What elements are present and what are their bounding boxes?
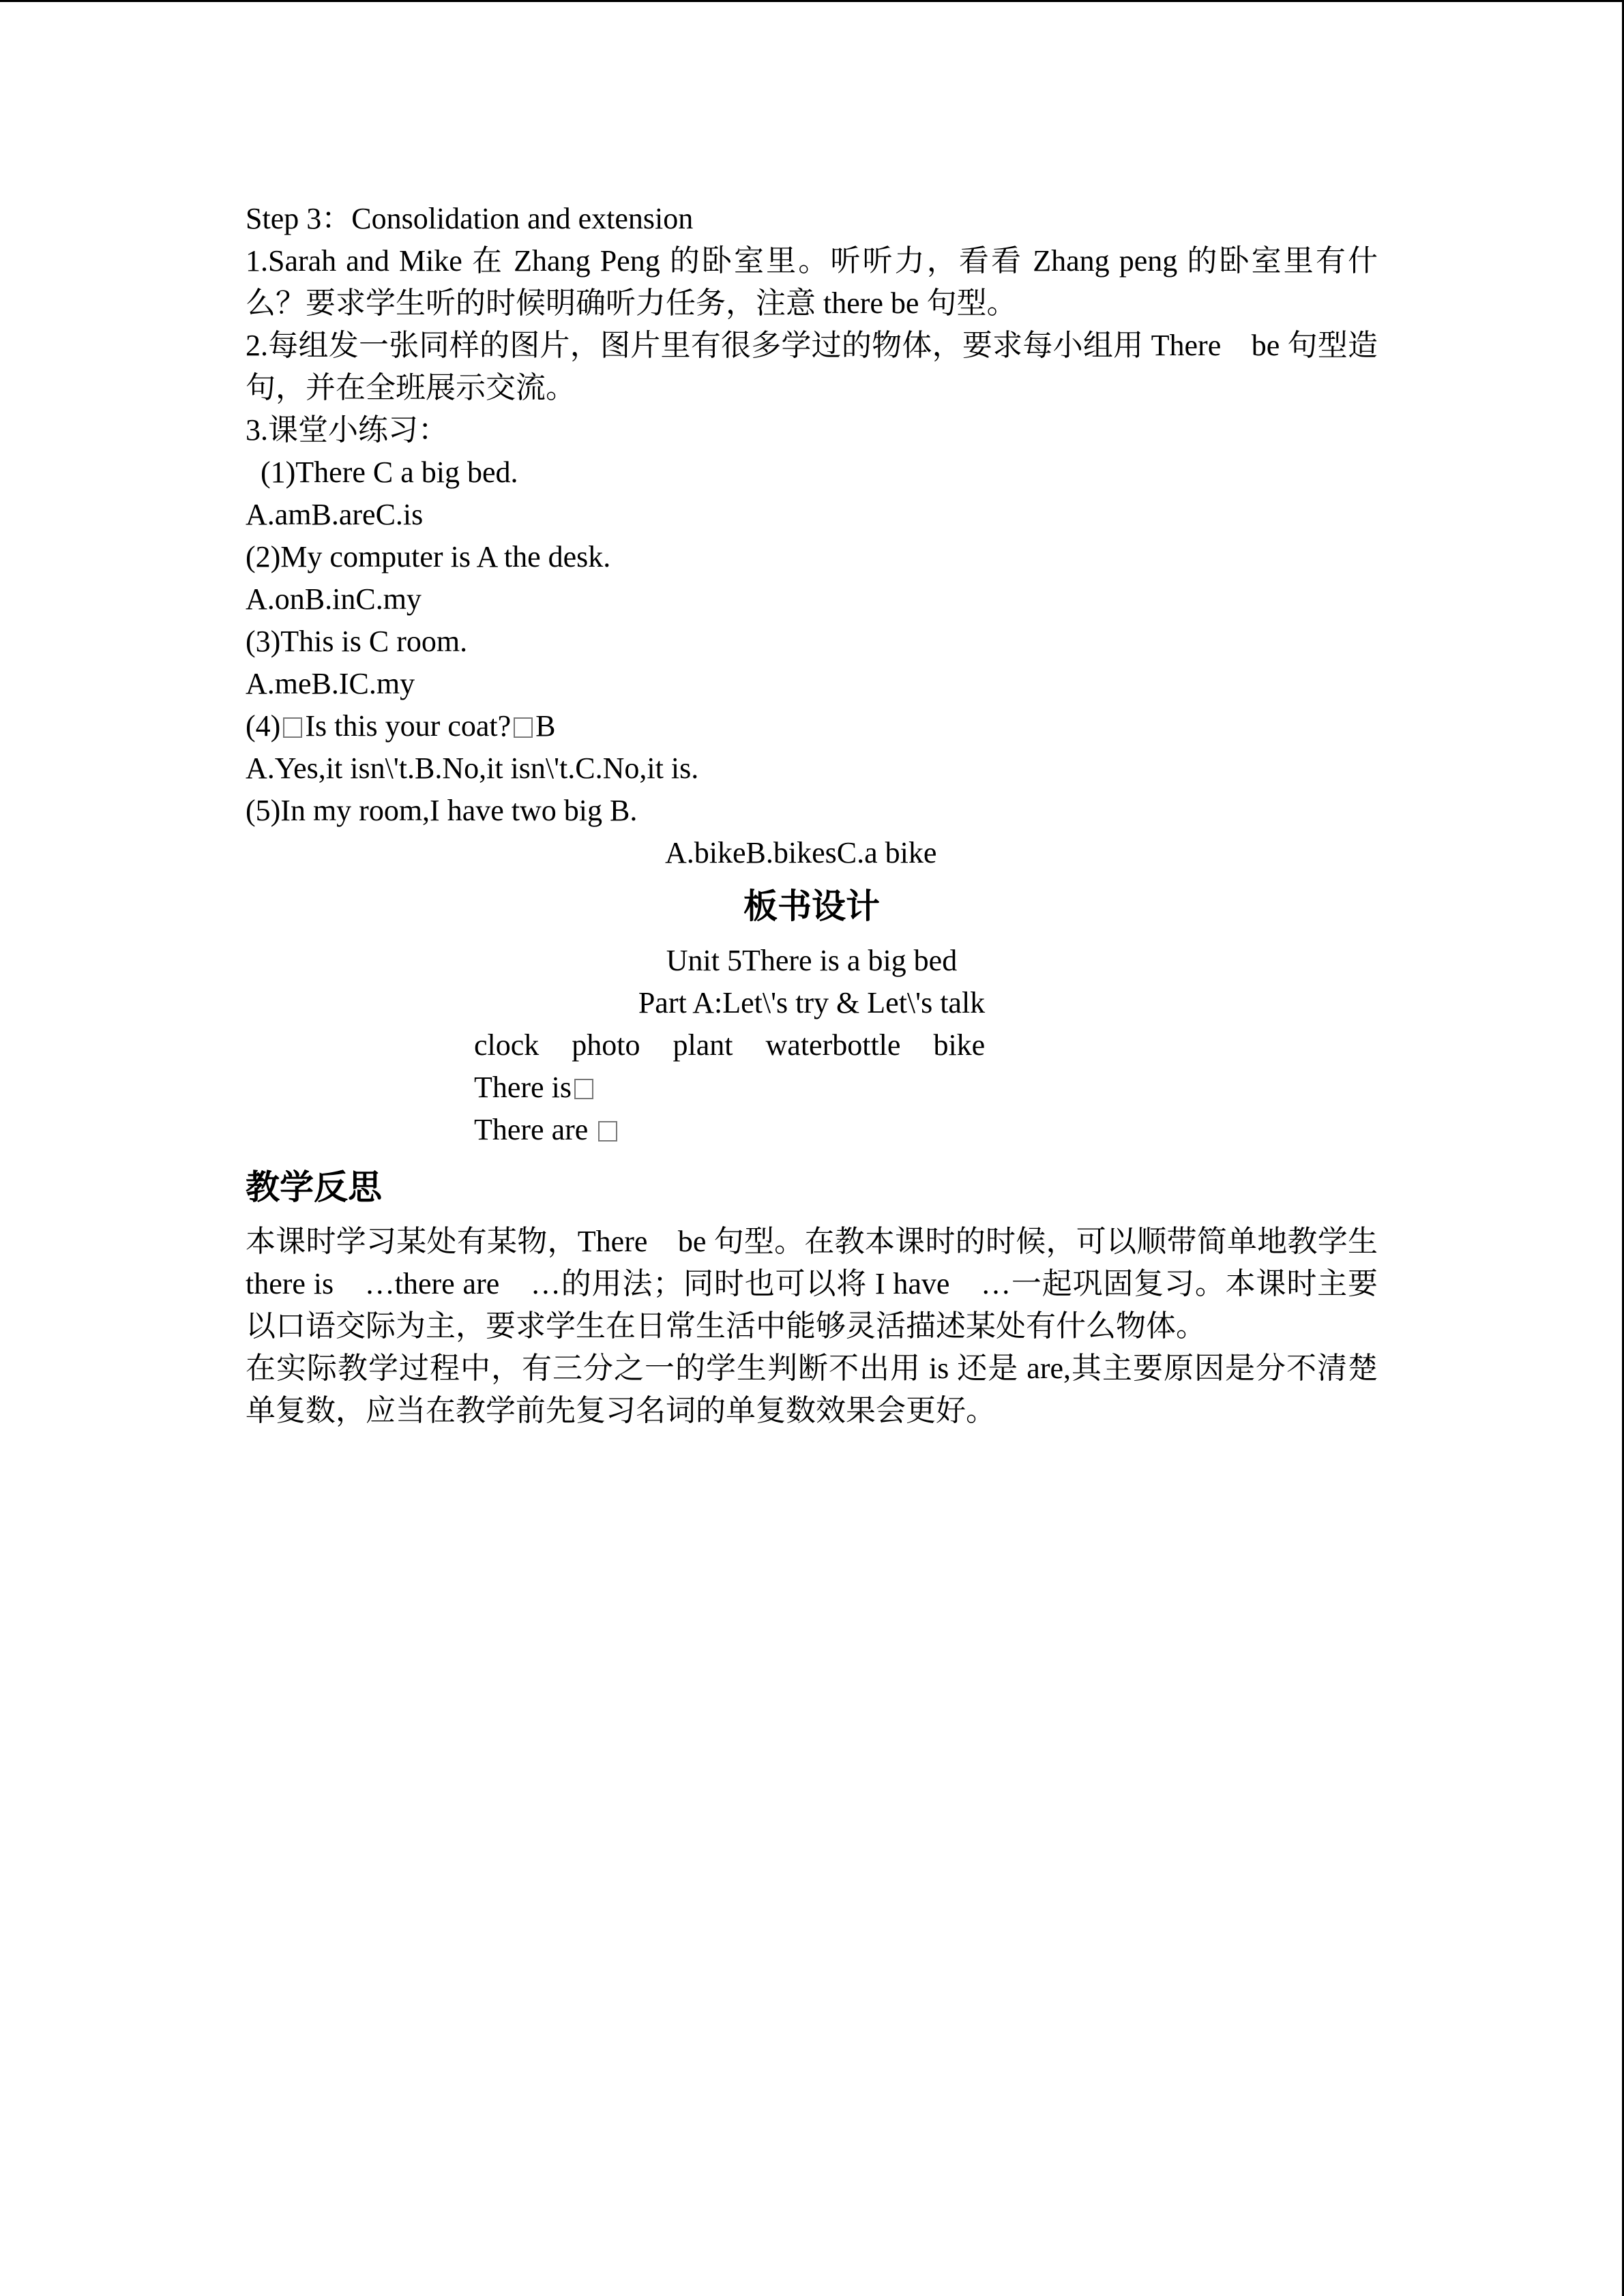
- question-4-answer: B: [535, 709, 556, 743]
- step3-paragraph-2: 2.每组发一张同样的图片，图片里有很多学过的物体，要求每小组用 There be 句型造句，并在全班展示交流。: [246, 329, 1378, 404]
- exercise-question-3: (3)This is C room.: [246, 625, 468, 658]
- board-word: bike: [933, 1028, 986, 1062]
- board-there-are: [246, 1109, 1378, 1151]
- placeholder-box-icon: [514, 717, 533, 738]
- exercise-question-1: (1)There C a big bed.: [261, 456, 518, 489]
- board-word: clock: [474, 1028, 540, 1062]
- exercise-options-1: A.amB.areC.is: [246, 498, 424, 531]
- exercise-question-2: (2)My computer is A the desk.: [246, 540, 611, 573]
- there-is-label: There is: [474, 1071, 572, 1104]
- there-are-label: There are: [474, 1113, 589, 1146]
- reflection-heading: 教学反思: [246, 1167, 382, 1207]
- board-part-title: Part A:Let\'s try & Let\'s talk: [638, 986, 986, 1019]
- exercise-question-4: [246, 705, 1378, 747]
- question-4-text: Is this your coat?: [305, 709, 512, 743]
- placeholder-box-icon: [283, 717, 302, 738]
- board-unit-title: Unit 5There is a big bed: [666, 944, 958, 977]
- board-there-is: [246, 1067, 1378, 1109]
- exercise-options-2: A.onB.inC.my: [246, 582, 422, 616]
- board-design-heading: 板书设计: [743, 886, 880, 926]
- page-top-border: [0, 0, 1624, 2]
- exercise-options-3: A.meB.IC.my: [246, 667, 415, 700]
- exercise-question-5: (5)In my room,I have two big B.: [246, 794, 638, 827]
- board-word: plant: [673, 1028, 733, 1062]
- step3-title: Step 3：Consolidation and extension: [246, 202, 694, 235]
- exercise-options-5: A.bikeB.bikesC.a bike: [665, 836, 937, 869]
- board-word: waterbottle: [765, 1028, 901, 1062]
- step3-exercise-heading: 3.课堂小练习：: [246, 413, 448, 447]
- question-4-prefix: (4): [246, 709, 281, 743]
- document-body: [246, 198, 1378, 1432]
- placeholder-box-icon: [574, 1079, 593, 1099]
- reflection-paragraph-1: 本课时学习某处有某物，There be 句型。在教本课时的时候，可以顺带简单地教学生 there is …there are …的用法；同时也可以将 I have …一起巩固复习。本课时主要以口语交际为主，要求学生在日常生活中能够灵活描述某处有什么物体。: [246, 1225, 1378, 1343]
- board-word: photo: [572, 1028, 640, 1062]
- board-vocabulary-list: [246, 1024, 1378, 1067]
- reflection-paragraph-2: 在实际教学过程中，有三分之一的学生判断不出用 is 还是 are,其主要原因是分不清楚单复数，应当在教学前先复习名词的单复数效果会更好。: [246, 1352, 1378, 1427]
- placeholder-box-icon: [598, 1121, 617, 1142]
- exercise-options-4: A.Yes,it isn\'t.B.No,it isn\'t.C.No,it is.: [246, 751, 699, 785]
- step3-paragraph-1: 1.Sarah and Mike 在 Zhang Peng 的卧室里。听听力，看看 Zhang peng 的卧室里有什么？要求学生听的时候明确听力任务，注意 there be 句型。: [246, 244, 1378, 320]
